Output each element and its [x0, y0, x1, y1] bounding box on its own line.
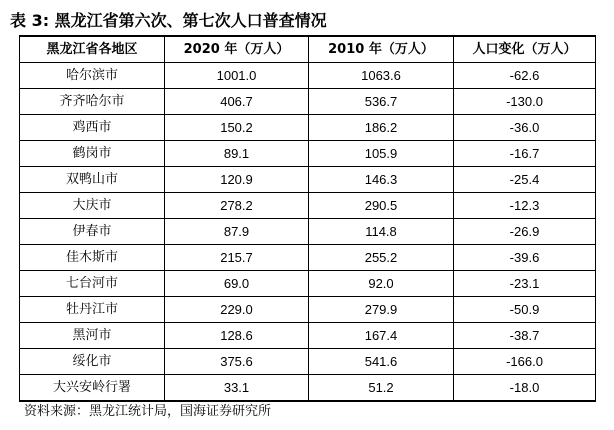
cell-2010: 1063.6 [309, 63, 454, 89]
cell-2010: 92.0 [309, 271, 454, 297]
cell-region: 佳木斯市 [20, 245, 165, 271]
table-row [20, 193, 596, 219]
cell-2010: 186.2 [309, 115, 454, 141]
cell-2020: 69.0 [165, 271, 309, 297]
header-change: 人口变化（万人） [454, 36, 596, 63]
cell-region: 鹤岗市 [20, 141, 165, 167]
cell-2020: 128.6 [165, 323, 309, 349]
cell-2010: 290.5 [309, 193, 454, 219]
cell-change: -39.6 [454, 245, 596, 271]
cell-change: -26.9 [454, 219, 596, 245]
table-row [20, 167, 596, 193]
cell-2020: 120.9 [165, 167, 309, 193]
source-note: 资料来源：黑龙江统计局，国海证券研究所 [24, 404, 272, 419]
cell-change: -12.3 [454, 193, 596, 219]
header-region: 黑龙江省各地区 [20, 36, 165, 63]
cell-region: 伊春市 [20, 219, 165, 245]
cell-region: 大庆市 [20, 193, 165, 219]
cell-2020: 1001.0 [165, 63, 309, 89]
cell-region: 大兴安岭行署 [20, 375, 165, 402]
header-2010: 2010 年（万人） [309, 36, 454, 63]
table-title: 表 3: 黑龙江省第六次、第七次人口普查情况 [10, 11, 327, 30]
cell-2020: 406.7 [165, 89, 309, 115]
cell-region: 哈尔滨市 [20, 63, 165, 89]
cell-region: 牡丹江市 [20, 297, 165, 323]
table-row [20, 141, 596, 167]
cell-2010: 105.9 [309, 141, 454, 167]
cell-2010: 541.6 [309, 349, 454, 375]
cell-change: -25.4 [454, 167, 596, 193]
cell-2010: 279.9 [309, 297, 454, 323]
table-row [20, 63, 596, 89]
cell-region: 黑河市 [20, 323, 165, 349]
cell-2020: 89.1 [165, 141, 309, 167]
cell-change: -16.7 [454, 141, 596, 167]
cell-2020: 215.7 [165, 245, 309, 271]
cell-region: 齐齐哈尔市 [20, 89, 165, 115]
cell-change: -62.6 [454, 63, 596, 89]
population-census-table [19, 35, 596, 402]
cell-2010: 167.4 [309, 323, 454, 349]
cell-2010: 255.2 [309, 245, 454, 271]
cell-2010: 51.2 [309, 375, 454, 402]
cell-change: -130.0 [454, 89, 596, 115]
cell-2010: 146.3 [309, 167, 454, 193]
table-row [20, 115, 596, 141]
cell-change: -18.0 [454, 375, 596, 402]
header-2020: 2020 年（万人） [165, 36, 309, 63]
cell-2020: 229.0 [165, 297, 309, 323]
cell-region: 双鸭山市 [20, 167, 165, 193]
cell-change: -36.0 [454, 115, 596, 141]
cell-region: 绥化市 [20, 349, 165, 375]
table-row [20, 323, 596, 349]
cell-2010: 114.8 [309, 219, 454, 245]
cell-region: 鸡西市 [20, 115, 165, 141]
cell-change: -38.7 [454, 323, 596, 349]
cell-2020: 278.2 [165, 193, 309, 219]
table-row [20, 271, 596, 297]
table-row [20, 89, 596, 115]
table-row [20, 245, 596, 271]
table-header-row [20, 36, 596, 63]
cell-2020: 150.2 [165, 115, 309, 141]
cell-2020: 33.1 [165, 375, 309, 402]
cell-change: -23.1 [454, 271, 596, 297]
cell-2010: 536.7 [309, 89, 454, 115]
cell-region: 七台河市 [20, 271, 165, 297]
table-row [20, 349, 596, 375]
table-row [20, 297, 596, 323]
table-row [20, 219, 596, 245]
cell-2020: 375.6 [165, 349, 309, 375]
table-row [20, 375, 596, 402]
cell-change: -166.0 [454, 349, 596, 375]
cell-change: -50.9 [454, 297, 596, 323]
cell-2020: 87.9 [165, 219, 309, 245]
